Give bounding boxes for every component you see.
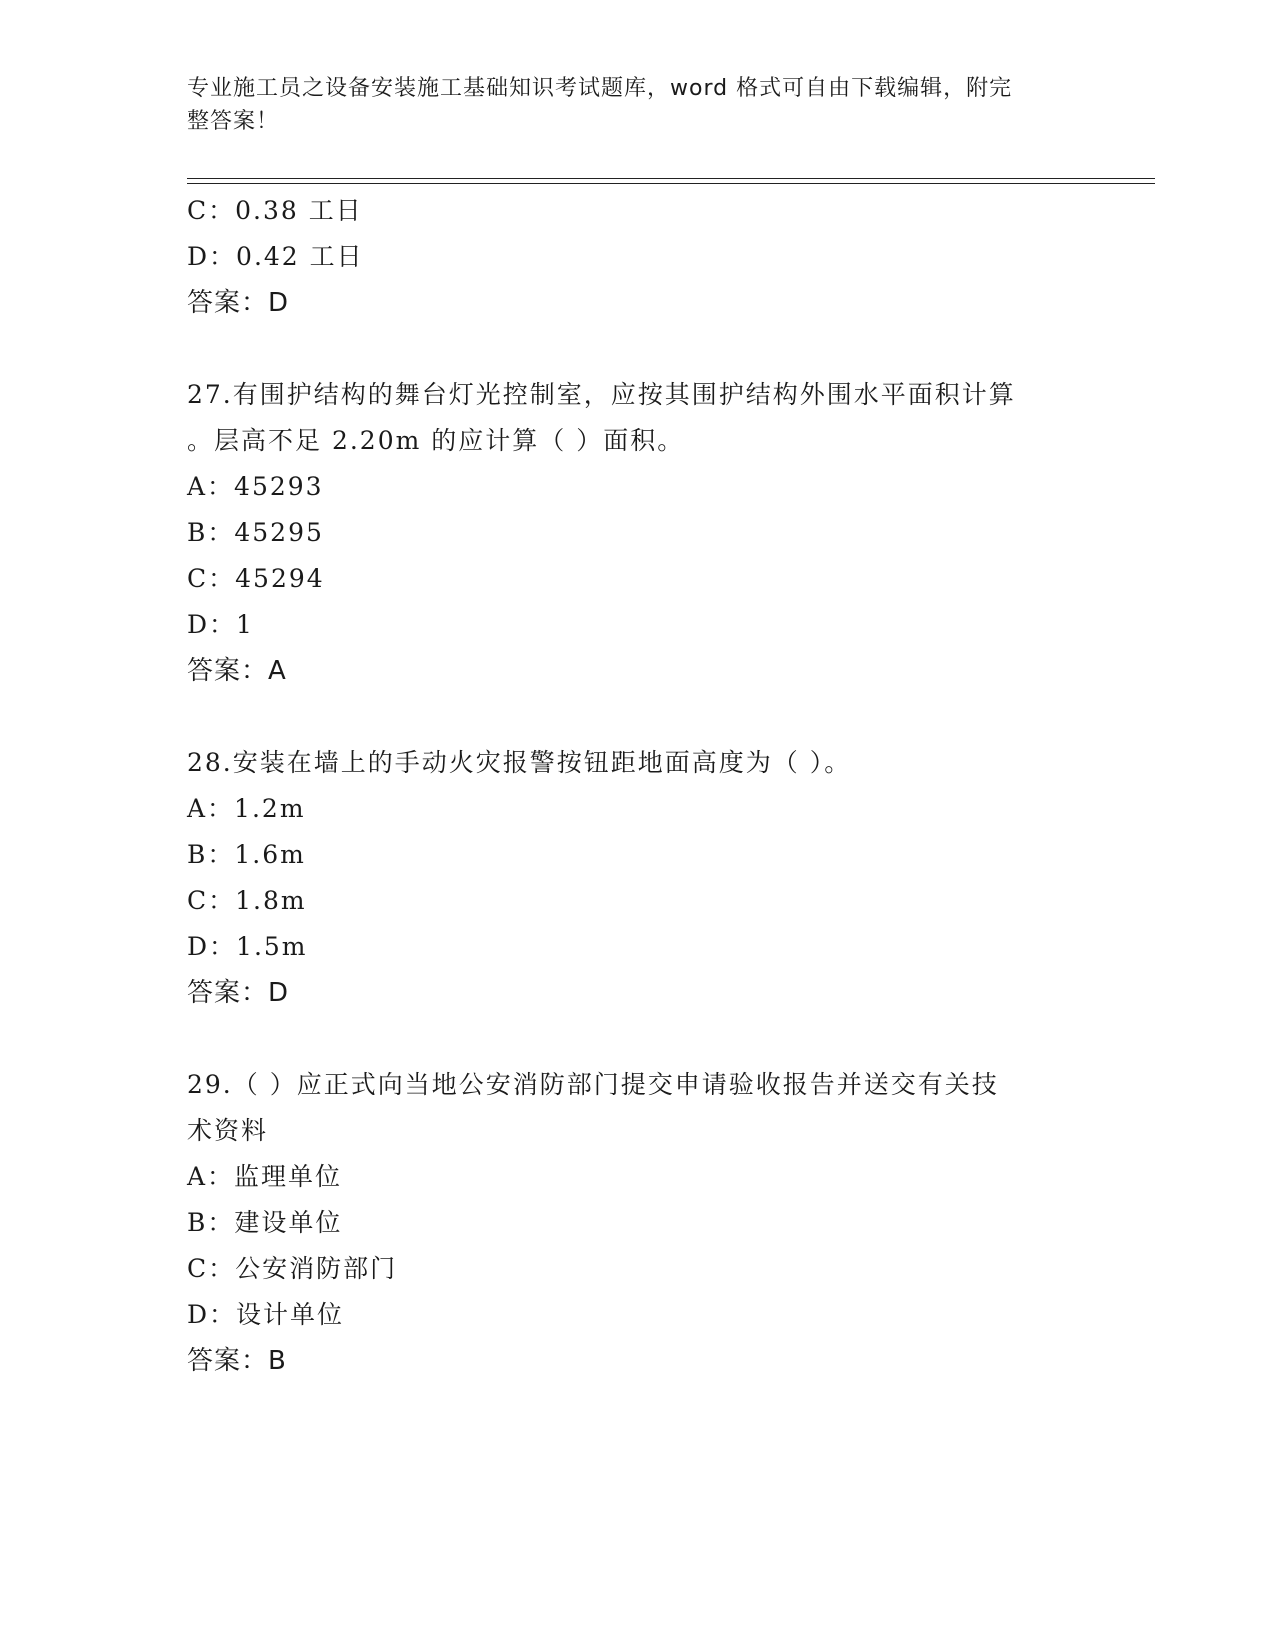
- question-27: [187, 372, 1087, 694]
- option-c: C：公安消防部门: [187, 1254, 398, 1283]
- question-text: 。层高不足 2.20m 的应计算（ ）面积。: [187, 426, 685, 455]
- page-header: [187, 72, 1067, 138]
- answer-line: 答案：A: [187, 656, 287, 686]
- option-d: D：设计单位: [187, 1300, 345, 1329]
- option-a: A：1.2m: [187, 794, 306, 823]
- question-text: 28.安装在墙上的手动火灾报警按钮距地面高度为（ ）。: [187, 748, 852, 777]
- option-d: D：0.42 工日: [187, 242, 364, 271]
- answer-line: 答案：B: [187, 1346, 287, 1376]
- header-divider-top: [187, 178, 1155, 179]
- option-d: D：1.5m: [187, 932, 308, 961]
- option-a: A：监理单位: [187, 1162, 343, 1191]
- answer-line: 答案：D: [187, 978, 290, 1008]
- question-text: 27.有围护结构的舞台灯光控制室，应按其围护结构外围水平面积计算: [187, 380, 1016, 409]
- option-c: C：0.38 工日: [187, 196, 363, 225]
- header-divider-bottom: [187, 183, 1155, 184]
- question-text: 29.（ ）应正式向当地公安消防部门提交申请验收报告并送交有关技: [187, 1070, 999, 1099]
- header-line-2: 整答案！: [187, 109, 280, 134]
- option-c: C：1.8m: [187, 886, 307, 915]
- question-list: [187, 188, 1087, 1384]
- option-b: B：建设单位: [187, 1208, 343, 1237]
- question-29: [187, 1062, 1087, 1384]
- option-d: D：1: [187, 610, 254, 639]
- question-26-continuation: [187, 188, 1087, 326]
- question-28: [187, 740, 1087, 1016]
- header-line-1: 专业施工员之设备安装施工基础知识考试题库，word 格式可自由下载编辑，附完: [187, 76, 1013, 101]
- answer-line: 答案：D: [187, 288, 290, 318]
- option-b: B：45295: [187, 518, 324, 547]
- option-c: C：45294: [187, 564, 325, 593]
- question-text: 术资料: [187, 1116, 269, 1145]
- option-a: A：45293: [187, 472, 324, 501]
- option-b: B：1.6m: [187, 840, 306, 869]
